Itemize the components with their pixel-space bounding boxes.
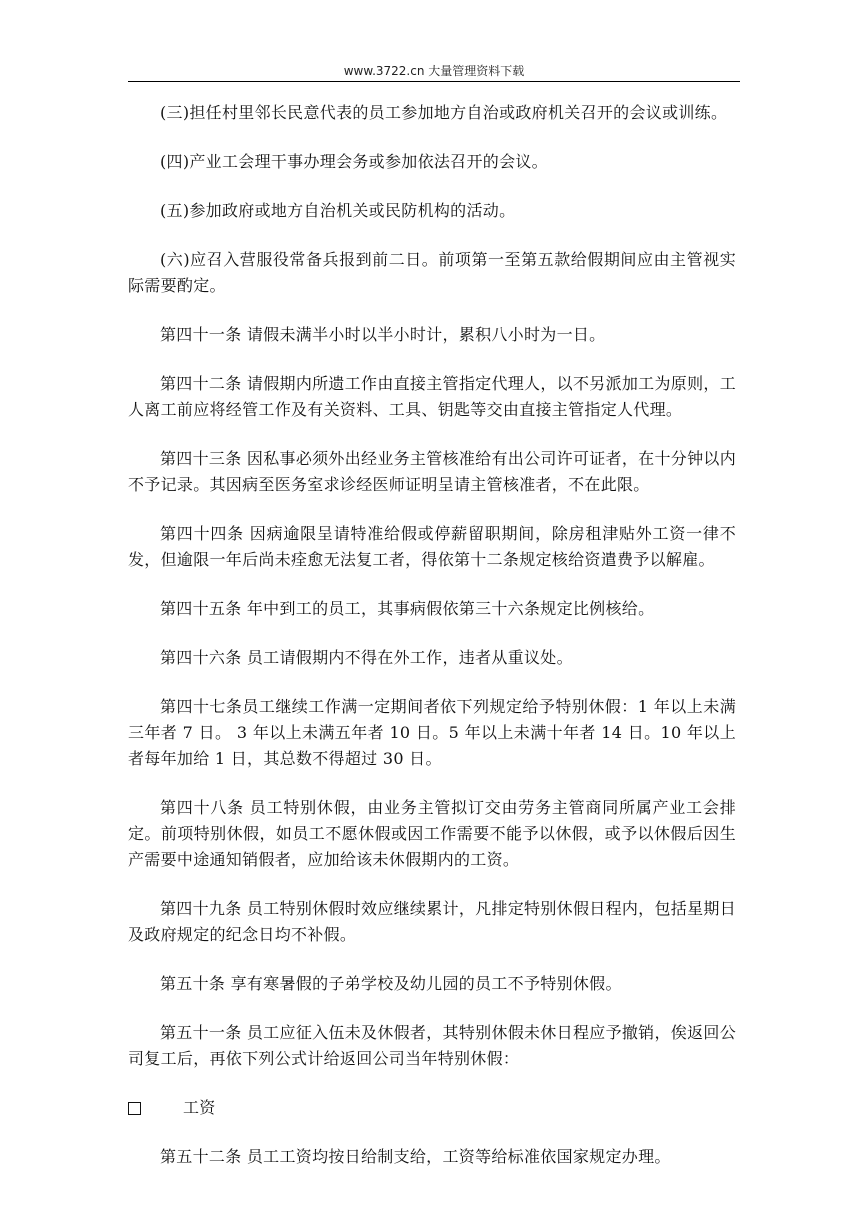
- paragraph: 第四十二条 请假期内所遗工作由直接主管指定代理人，以不另派加工为原则，工人离工前应将经管工作及有关资料、工具、钥匙等交由直接主管指定人代理。: [128, 374, 736, 419]
- paragraph: 第四十七条员工继续工作满一定期间者依下列规定给予特别休假：1 年以上未满三年者 7 日。 3 年以上未满五年者 10 日。5 年以上未满十年者 14 日。10 年以上者每年加给 1 日，其总数不得超过 30 日。: [128, 697, 736, 768]
- paragraph: (四)产业工会理干事办理会务或参加依法召开的会议。: [160, 152, 548, 171]
- paragraph: 第四十三条 因私事必须外出经业务主管核准给有出公司许可证者，在十分钟以内不予记录。其因病至医务室求诊经医师证明呈请主管核准者，不在此限。: [128, 449, 736, 494]
- checkbox-icon: [128, 1102, 141, 1115]
- header-divider: [128, 81, 740, 82]
- paragraph: 第四十九条 员工特别休假时效应继续累计，凡排定特别休假日程内，包括星期日及政府规定的纪念日均不补假。: [128, 899, 736, 944]
- paragraph: 第四十六条 员工请假期内不得在外工作，违者从重议处。: [160, 648, 573, 667]
- paragraph: 第四十四条 因病逾限呈请特准给假或停薪留职期间，除房租津贴外工资一律不发，但逾限一年后尚未痊愈无法复工者，得依第十二条规定核给资遣费予以解雇。: [128, 524, 736, 569]
- paragraph: 第四十五条 年中到工的员工，其事病假依第三十六条规定比例核给。: [160, 599, 655, 618]
- paragraph: (六)应召入营服役常备兵报到前二日。前项第一至第五款给假期间应由主管视实际需要酌定。: [128, 250, 736, 295]
- paragraph: (五)参加政府或地方自治机关或民防机构的活动。: [160, 201, 516, 220]
- section-heading-wages: [128, 1095, 736, 1121]
- paragraph: 第五十二条 员工工资均按日给制支给，工资等给标准依国家规定办理。: [160, 1147, 671, 1166]
- paragraph: 第五十条 享有寒暑假的子弟学校及幼儿园的员工不予特别休假。: [160, 974, 622, 993]
- paragraph: (三)担任村里邻长民意代表的员工参加地方自治或政府机关召开的会议或训练。: [160, 103, 728, 122]
- paragraph: 第五十一条 员工应征入伍未及休假者，其特别休假未休日程应予撤销，俟返回公司复工后，再依下列公式计给返回公司当年特别休假：: [128, 1023, 736, 1068]
- paragraph: 第四十八条 员工特别休假，由业务主管拟订交由劳务主管商同所属产业工会排定。前项特别休假，如员工不愿休假或因工作需要不能予以休假，或予以休假后因生产需要中途通知销假者，应加给该未休假期内的工资。: [128, 798, 736, 869]
- document-body: [128, 100, 736, 1170]
- section-heading-label: 工资: [183, 1098, 216, 1117]
- paragraph: 第四十一条 请假未满半小时以半小时计，累积八小时为一日。: [160, 325, 606, 344]
- page-header: www.3722.cn 大量管理资料下载: [343, 64, 525, 78]
